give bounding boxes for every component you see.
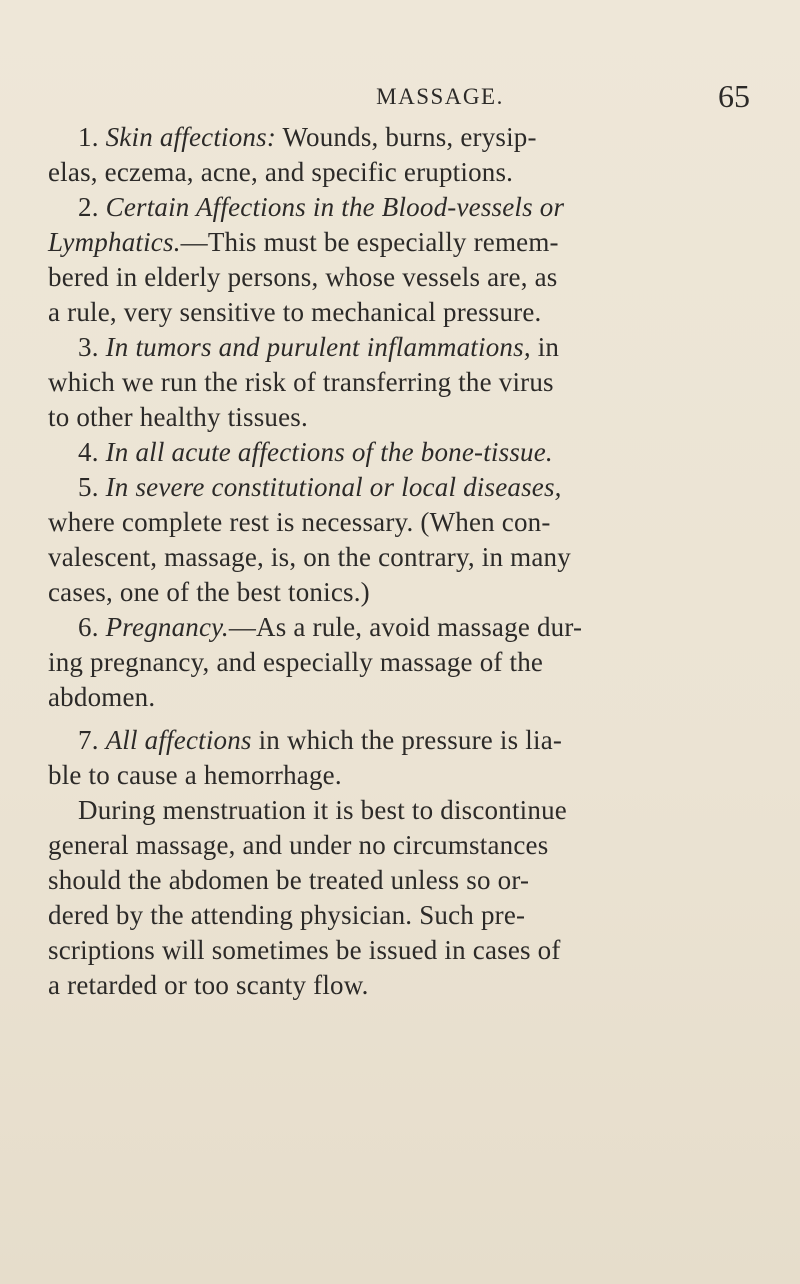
text-line [48,645,748,680]
italic-text: Certain Affections in the Blood-vessels or [105,192,565,222]
text-span: —This must be especially remem- [180,227,559,257]
text-line [48,505,748,540]
text-span: ing pregnancy, and especially massage of the [48,647,544,677]
text-span: 7. [78,725,106,755]
text-line [48,793,748,828]
text-span: abdomen. [48,682,156,712]
text-span: elas, eczema, acne, and specific eruptions. [48,157,514,187]
text-span: During menstruation it is best to discontinue [78,795,567,825]
text-span: cases, one of the best tonics.) [48,577,370,607]
text-span: Wounds, burns, erysip- [276,122,537,152]
text-line [48,120,748,155]
text-span: should the abdomen be treated unless so or- [48,865,530,895]
text-span: general massage, and under no circumstances [48,830,549,860]
text-span: 2. [78,192,106,222]
text-line [48,260,748,295]
text-span: —As a rule, avoid massage dur- [228,612,583,642]
text-span: bered in elderly persons, whose vessels are, as [48,262,558,292]
text-line [48,225,748,260]
text-line [48,155,748,190]
text-line [48,968,748,1003]
text-line [48,190,748,225]
text-span: in which the pressure is lia- [251,725,563,755]
text-line [48,758,748,793]
text-line [48,470,748,505]
text-span: 3. [78,332,106,362]
text-span: 4. [78,437,106,467]
text-line [48,540,748,575]
text-span: 1. [78,122,106,152]
text-line [48,400,748,435]
text-line [48,723,748,758]
text-span: valescent, massage, is, on the contrary, in many [48,542,571,572]
text-line [48,610,748,645]
text-span: 6. [78,612,106,642]
italic-text: All affections [105,725,252,755]
text-span: ble to cause a hemorrhage. [48,760,342,790]
text-span: 5. [78,472,106,502]
text-line [48,933,748,968]
italic-text: Skin affections: [105,122,277,152]
text-span: dered by the attending physician. Such pre- [48,900,526,930]
italic-text: Pregnancy. [105,612,229,642]
text-line [48,575,748,610]
text-span: a retarded or too scanty flow. [48,970,369,1000]
text-line [48,828,748,863]
text-span: a rule, very sensitive to mechanical pressure. [48,297,542,327]
text-span: scriptions will sometimes be issued in cases of [48,935,561,965]
text-line [48,330,748,365]
page-number: 65 [718,78,750,114]
text-line [48,435,748,470]
text-span: to other healthy tissues. [48,402,308,432]
text-span: which we run the risk of transferring the virus [48,367,554,397]
text-line [48,680,748,715]
text-span: where complete rest is necessary. (When con- [48,507,551,537]
running-head [48,78,752,118]
body-text [48,120,748,1003]
italic-text: In severe constitutional or local diseases, [105,472,562,502]
italic-text: Lymphatics. [48,227,181,257]
text-line [48,898,748,933]
text-line [48,295,748,330]
italic-text: In tumors and purulent inflammations, [105,332,531,362]
running-title: MASSAGE. [376,84,504,109]
italic-text: In all acute affections of the bone-tissue. [105,437,553,467]
text-line [48,365,748,400]
text-line [48,863,748,898]
text-span: in [530,332,560,362]
